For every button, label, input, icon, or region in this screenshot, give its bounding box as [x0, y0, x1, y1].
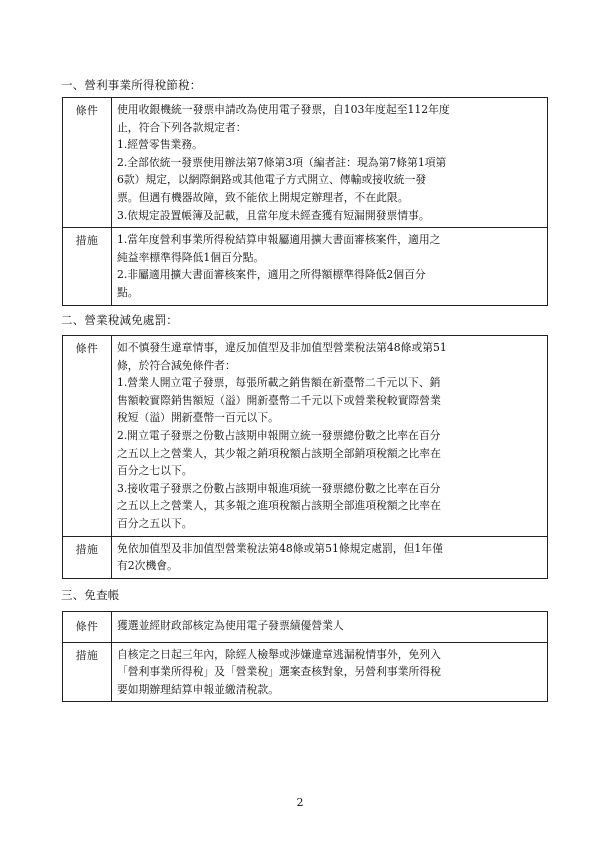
section-3-table: [62, 611, 548, 702]
text-line: 免依加值型及非加值型營業稅法第48條或第51條規定處罰，但1年僅: [117, 541, 443, 555]
section-3-heading: 三、免查帳: [61, 588, 120, 602]
measure-label: 措施: [63, 228, 112, 305]
condition-content: [112, 336, 548, 537]
text-line: 稅短（溢）開新臺幣一百元以下。: [117, 411, 279, 425]
measure-row: [63, 536, 548, 578]
page-number: 2: [296, 796, 304, 809]
text-line: 純益率標準得降低1個百分點。: [117, 250, 265, 264]
text-line: 條，於符合減免條件者：: [117, 358, 236, 372]
text-line: 使用收銀機統一發票申請改為使用電子發票，自103年度起至112年度: [117, 103, 450, 116]
text-line: 2.開立電子發票之份數占該期申報開立統一發票總份數之比率在百分: [117, 428, 441, 442]
measure-content: [112, 228, 548, 305]
text-line: 6款）規定，以網際網路或其他電子方式開立、傳輸或接收統一發: [117, 173, 427, 187]
text-line: 之五以上之營業人，其多報之進項稅額占該期全部進項稅額之比率在: [117, 499, 441, 513]
text-line: 1.經營零售業務。: [117, 138, 203, 152]
condition-row: [63, 336, 548, 537]
condition-label: 條件: [63, 98, 112, 228]
text-line: 如不慎發生違章情事，違反加值型及非加值型營業稅法第48條或第51: [117, 341, 447, 354]
section-1-heading: 一、營利事業所得稅節稅：: [61, 78, 202, 92]
section-2-heading: 二、營業稅減免處罰：: [61, 313, 178, 327]
text-line: 點。: [117, 285, 139, 299]
text-line: 票。但遇有機器故障，致不能依上開規定辦理者，不在此限。: [117, 190, 409, 204]
text-line: 有2次機會。: [117, 559, 178, 573]
text-line: 自核定之日起三年內，除經人檢舉或涉嫌違章逃漏稅情事外，免列入: [117, 647, 441, 661]
text-line: 之五以上之營業人，其少報之銷項稅額占該期全部銷項稅額之比率在: [117, 446, 441, 460]
text-line: 百分之七以下。: [117, 464, 193, 478]
condition-content: [112, 98, 548, 228]
section-1-table: [62, 97, 548, 306]
condition-row: [63, 98, 548, 228]
measure-row: [63, 642, 548, 702]
section-2-table: [62, 335, 548, 579]
text-line: 2.全部依統一發票使用辦法第7條第3項（編者註：現為第7條第1項第: [117, 155, 447, 169]
text-line: 獲選並經財政部核定為使用電子發票績優營業人: [117, 619, 344, 632]
text-line: 要如期辦理結算申報並繳清稅款。: [117, 682, 279, 696]
text-line: 3.依規定設置帳簿及記載，且當年度未經查獲有短漏開發票情事。: [117, 208, 430, 222]
condition-row: [63, 612, 548, 643]
measure-row: [63, 228, 548, 305]
condition-label: 條件: [63, 336, 112, 537]
text-line: 3.接收電子發票之份數占該期申報進項統一發票總份數之比率在百分: [117, 481, 441, 495]
text-line: 止，符合下列各款規定者：: [117, 120, 247, 134]
measure-label: 措施: [63, 642, 112, 702]
text-line: 1.當年度營利事業所得稅結算申報屬適用擴大書面審核案件，適用之: [117, 233, 441, 247]
text-line: 百分之五以下。: [117, 516, 193, 530]
measure-label: 措施: [63, 536, 112, 578]
text-line: 2.非屬適用擴大書面審核案件，適用之所得額標準得降低2個百分: [117, 268, 426, 282]
measure-content: [112, 642, 548, 702]
text-line: 售額較實際銷售額短（溢）開新臺幣二千元以下或營業稅較實際營業: [117, 393, 441, 407]
condition-content: [112, 612, 548, 643]
measure-content: [112, 536, 548, 578]
text-line: 1.營業人開立電子發票，每張所載之銷售額在新臺幣二千元以下、銷: [117, 376, 441, 390]
text-line: 「營利事業所得稅」及「營業稅」選案查核對象，另營利事業所得稅: [117, 665, 441, 679]
condition-label: 條件: [63, 612, 112, 643]
